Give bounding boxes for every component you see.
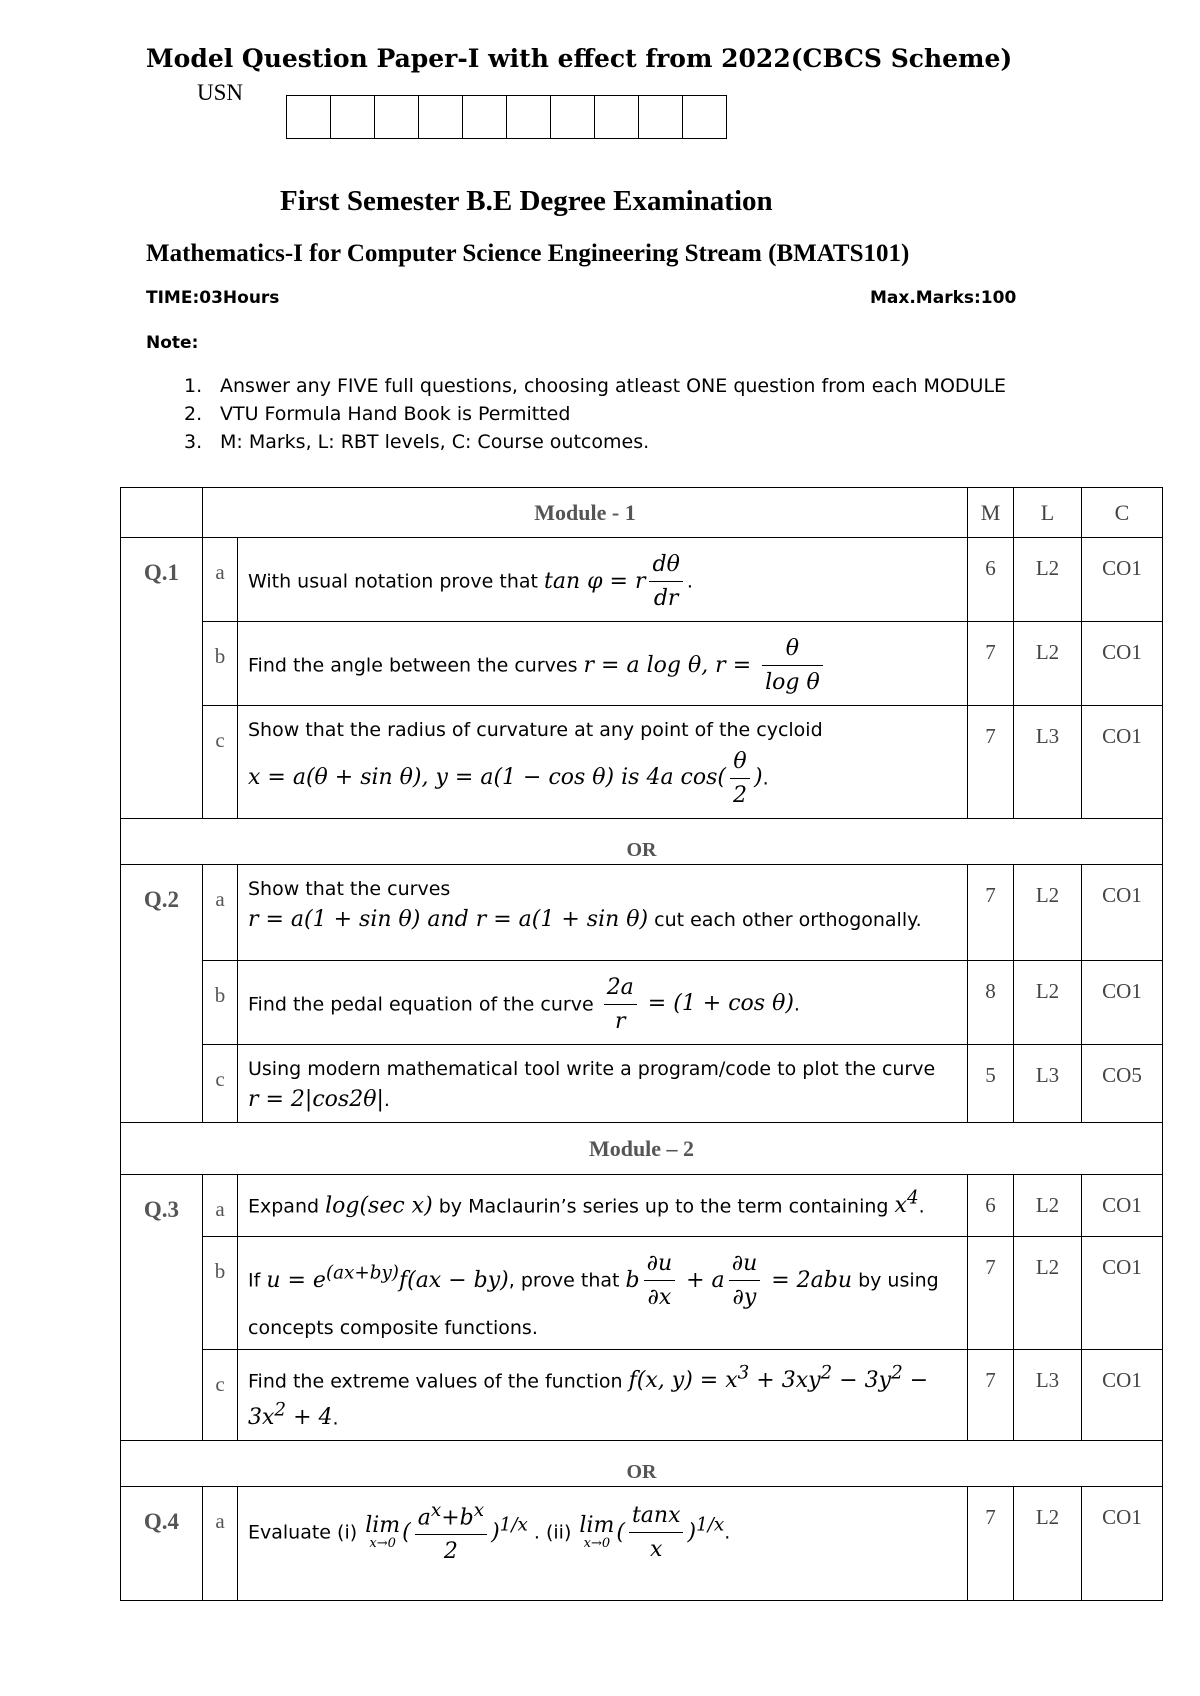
course-outcome: CO1 <box>1082 538 1163 622</box>
sub-question-letter: c <box>203 706 238 819</box>
question-row <box>121 864 1163 960</box>
usn-box <box>595 95 639 139</box>
marks: 7 <box>968 1349 1014 1441</box>
question-text: Show that the radius of curvature at any point of the cycloid x = a(θ + sin θ), y = a(1 − cos θ) is 4a cos( $\frac{\theta}{2}$ ). <box>238 706 968 819</box>
course-outcome: CO5 <box>1082 1044 1163 1123</box>
question-row <box>121 1349 1163 1441</box>
question-text: Expand log(sec x) by Maclaurin’s series up to the term containing $x^4$. <box>238 1175 968 1237</box>
question-text: With usual notation prove that tan φ = r $\frac{d\theta}{dr}$ . <box>238 538 968 622</box>
course-outcome: CO1 <box>1082 622 1163 706</box>
sub-question-letter: a <box>203 1175 238 1237</box>
usn-box <box>463 95 507 139</box>
course-outcome: CO1 <box>1082 960 1163 1044</box>
usn-box <box>683 95 727 139</box>
rbt-level: L2 <box>1014 1175 1082 1237</box>
question-number: Q.4 <box>121 1487 203 1601</box>
question-number: Q.1 <box>121 538 203 819</box>
usn-label: USN <box>197 80 244 105</box>
sub-question-letter: b <box>203 1237 238 1350</box>
sub-question-letter: b <box>203 622 238 706</box>
rbt-level: L3 <box>1014 1349 1082 1441</box>
or-separator: OR <box>121 1441 1163 1487</box>
rbt-level: L2 <box>1014 622 1082 706</box>
course-outcome: CO1 <box>1082 864 1163 960</box>
note-item: 2. VTU Formula Hand Book is Permitted <box>184 403 571 425</box>
question-text: Show that the curves r = a(1 + sin θ) and r = a(1 + sin θ) cut each other orthogonally. <box>238 864 968 960</box>
subject-title: Mathematics-I for Computer Science Engineering Stream (BMATS101) <box>146 240 910 267</box>
or-row <box>121 1441 1163 1487</box>
rbt-level: L2 <box>1014 864 1082 960</box>
sub-question-letter: c <box>203 1044 238 1123</box>
usn-box <box>551 95 595 139</box>
level-column-header: L <box>1014 488 1082 538</box>
question-text: Find the angle between the curves r = a log θ, r = $\frac{\theta}{\text{log θ}}$ <box>238 622 968 706</box>
usn-box <box>331 95 375 139</box>
marks: 6 <box>968 538 1014 622</box>
usn-box <box>507 95 551 139</box>
marks: 5 <box>968 1044 1014 1123</box>
usn-box <box>419 95 463 139</box>
marks-column-header: M <box>968 488 1014 538</box>
question-row <box>121 538 1163 622</box>
question-text: Using modern mathematical tool write a program/code to plot the curve r = 2|cos2θ|. <box>238 1044 968 1123</box>
or-row <box>121 818 1163 864</box>
sub-question-letter: c <box>203 1349 238 1441</box>
course-outcome: CO1 <box>1082 1175 1163 1237</box>
marks: 7 <box>968 1487 1014 1601</box>
usn-input-boxes <box>286 95 727 139</box>
sub-question-letter: a <box>203 1487 238 1601</box>
outcome-column-header: C <box>1082 488 1163 538</box>
marks: 8 <box>968 960 1014 1044</box>
time-label: TIME:03Hours <box>146 288 280 308</box>
question-text: If $u = e^{(ax+by)}f(ax - by)$, prove that b $\frac{\partial u}{\partial x}$ + a $\frac{\partial u}{\partial y}$ = 2abu by using concepts composite functions. <box>238 1237 968 1350</box>
sub-question-letter: a <box>203 538 238 622</box>
module-2-title: Module – 2 <box>121 1123 1163 1175</box>
module-header-row <box>121 488 1163 538</box>
course-outcome: CO1 <box>1082 1487 1163 1601</box>
rbt-level: L3 <box>1014 706 1082 819</box>
question-text: Evaluate (i) lim x→0 ( $\frac{a^x+b^x}{2}$ )$^{1/x}$ . (ii) lim x→0 ( $\frac{\tan x}{x}$ )$^{1/x}$. <box>238 1487 968 1601</box>
rbt-level: L2 <box>1014 538 1082 622</box>
course-outcome: CO1 <box>1082 1349 1163 1441</box>
question-row <box>121 1175 1163 1237</box>
question-row <box>121 1237 1163 1350</box>
question-text: Find the extreme values of the function f(x, $y) = x^3 + 3xy^2 - 3y^2 - 3x^2 + 4$. <box>238 1349 968 1441</box>
marks: 6 <box>968 1175 1014 1237</box>
question-number: Q.3 <box>121 1175 203 1441</box>
rbt-level: L2 <box>1014 960 1082 1044</box>
module-header-row <box>121 1123 1163 1175</box>
note-list <box>184 372 1064 456</box>
marks: 7 <box>968 1237 1014 1350</box>
module-1-title: Module - 1 <box>203 488 968 538</box>
sub-question-letter: a <box>203 864 238 960</box>
note-item: 1. Answer any FIVE full questions, choosing atleast ONE question from each MODULE <box>184 375 1007 397</box>
question-row <box>121 1487 1163 1601</box>
note-label: Note: <box>146 333 199 353</box>
rbt-level: L2 <box>1014 1487 1082 1601</box>
usn-box <box>287 95 331 139</box>
question-row <box>121 960 1163 1044</box>
rbt-level: L3 <box>1014 1044 1082 1123</box>
question-text: Find the pedal equation of the curve $\frac{2a}{r}$ = (1 + cos θ). <box>238 960 968 1044</box>
marks: 7 <box>968 706 1014 819</box>
course-outcome: CO1 <box>1082 706 1163 819</box>
question-row <box>121 1044 1163 1123</box>
max-marks-label: Max.Marks:100 <box>870 288 1017 308</box>
question-row <box>121 706 1163 819</box>
question-table <box>120 487 1163 1601</box>
exam-title: First Semester B.E Degree Examination <box>280 185 773 217</box>
course-outcome: CO1 <box>1082 1237 1163 1350</box>
marks: 7 <box>968 622 1014 706</box>
marks: 7 <box>968 864 1014 960</box>
sub-question-letter: b <box>203 960 238 1044</box>
question-row <box>121 622 1163 706</box>
paper-title: Model Question Paper-I with effect from 2022(CBCS Scheme) <box>146 44 1013 73</box>
usn-box <box>639 95 683 139</box>
or-separator: OR <box>121 818 1163 864</box>
usn-box <box>375 95 419 139</box>
rbt-level: L2 <box>1014 1237 1082 1350</box>
note-item: 3. M: Marks, L: RBT levels, C: Course outcomes. <box>184 431 650 453</box>
question-number: Q.2 <box>121 864 203 1123</box>
